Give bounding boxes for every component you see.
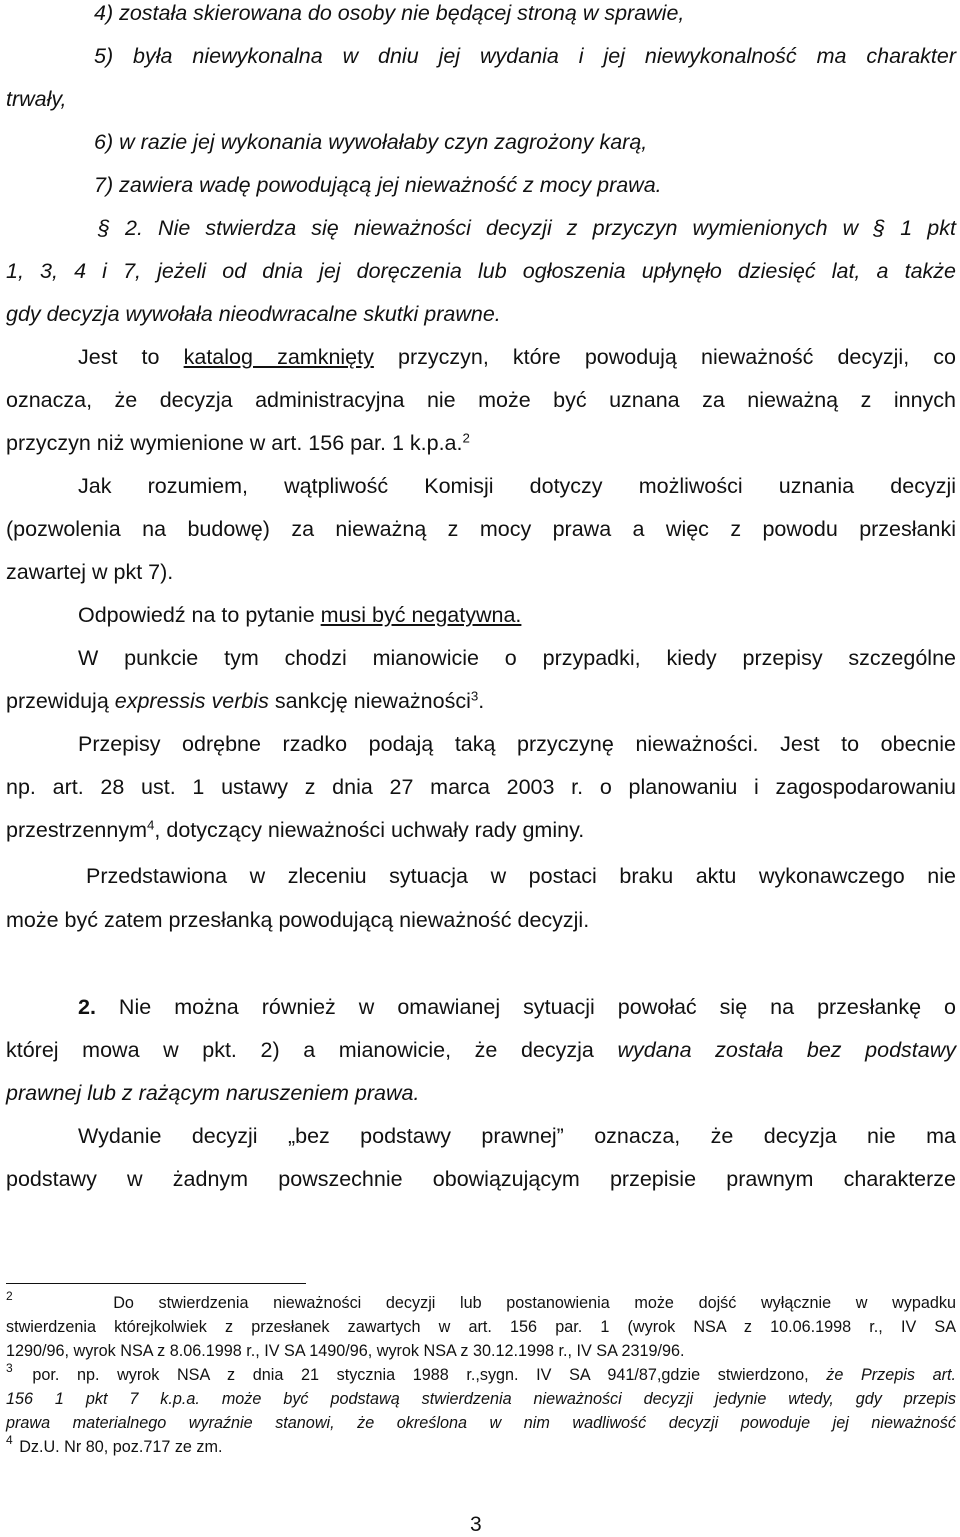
p7-number: 2. xyxy=(78,995,96,1019)
list-item-4: 4) została skierowana do osoby nie będącej stroną w sprawie, xyxy=(94,1,685,25)
paragraph-2-line-3: zawartej w pkt 7). xyxy=(6,560,174,584)
p1-underlined: katalog zamknięty xyxy=(183,345,374,369)
paragraph-5-line-1: Przepisy odrębne rzadko podają taką przyczynę nieważności. Jest to obecnie xyxy=(78,732,956,756)
p7-text-b: której mowa w pkt. 2) a mianowicie, że decyzja xyxy=(6,1038,618,1062)
paragraph-1-line-2: oznacza, że decyzja administracyjna nie może być uznana za nieważną z innych xyxy=(6,388,956,412)
section-sign-icon: § xyxy=(873,216,886,240)
paragraph-3 xyxy=(78,603,521,628)
p1-text-a: Jest to xyxy=(78,345,184,369)
p4-text-a: przewidują xyxy=(6,689,115,713)
p1-text-b: przyczyn, które powodują nieważność decyzji, co xyxy=(373,345,957,369)
footnote-ref-2[interactable]: 2 xyxy=(462,430,470,446)
list-item-6: 6) w razie jej wykonania wywołałaby czyn zagrożony karą, xyxy=(94,130,648,154)
paragraph-8-line-1: Wydanie decyzji „bez podstawy prawnej” oznacza, że decyzja nie ma xyxy=(78,1124,956,1148)
section-sign-icon: § xyxy=(98,216,110,240)
paragraph-8-line-2: podstawy w żadnym powszechnie obowiązującym przepisie prawnym charakterze xyxy=(6,1167,956,1191)
paragraph-7-line-2 xyxy=(6,1038,956,1063)
footnote-3-text-a: por. np. wyrok NSA z dnia 21 stycznia 1988 r.,sygn. IV SA 941/87,gdzie stwierdzono, xyxy=(32,1366,827,1384)
footnote-2-line-3: 1290/96, wyrok NSA z 8.06.1998 r., IV SA 1490/96, wyrok NSA z 30.12.1998 r., IV SA 2319/96. xyxy=(6,1342,685,1360)
section-2-line-2: 1, 3, 4 i 7, jeżeli od dnia jej doręczenia lub ogłoszenia upłynęło dziesięć lat, a także xyxy=(6,259,956,283)
p5-text-a: przestrzennym xyxy=(6,818,147,842)
footnote-ref-3[interactable]: 3 xyxy=(470,688,479,704)
paragraph-6-line-2: może być zatem przesłanką powodującą nieważność decyzji. xyxy=(6,908,590,932)
p4-text-c: . xyxy=(478,689,485,713)
paragraph-4-line-1: W punkcie tym chodzi mianowicie o przypadki, kiedy przepisy szczególne xyxy=(78,646,956,670)
p1-text-c: przyczyn niż wymienione w art. 156 par. 1 k.p.a. xyxy=(6,431,463,455)
page-number: 3 xyxy=(470,1513,482,1536)
footnote-2-line-1 xyxy=(6,1289,956,1313)
p3-text-a: Odpowiedź na to pytanie xyxy=(78,603,321,627)
footnote-divider xyxy=(6,1283,306,1284)
p3-underlined: musi być negatywna. xyxy=(320,603,522,627)
p4-text-b: sankcję nieważności xyxy=(268,689,471,713)
footnote-3-mark: 3 xyxy=(6,1361,13,1375)
footnote-3-line-2: 156 1 pkt 7 k.p.a. może być podstawą stwierdzenia nieważności decyzji jedynie wtedy, gdy przepis xyxy=(6,1390,956,1408)
footnote-4-mark: 4 xyxy=(6,1433,13,1447)
footnote-4-text: Dz.U. Nr 80, poz.717 ze zm. xyxy=(19,1438,223,1456)
footnote-3-line-1 xyxy=(6,1361,956,1385)
section-2-line-3: gdy decyzja wywołała nieodwracalne skutki prawne. xyxy=(6,302,501,326)
footnote-2-mark: 2 xyxy=(6,1289,13,1303)
paragraph-7-line-3: prawnej lub z rażącym naruszeniem prawa. xyxy=(6,1081,420,1105)
section-2-line-1 xyxy=(6,216,956,241)
section-2-text-b: 1 pkt xyxy=(885,216,956,240)
footnote-2-text-1: Do stwierdzenia nieważności decyzji lub postanowienia może dojść wyłącznie w wypadku xyxy=(113,1294,956,1312)
p7-italic-a: wydana została bez podstawy xyxy=(617,1038,956,1062)
paragraph-7-line-1 xyxy=(6,995,956,1020)
paragraph-1-line-1 xyxy=(6,345,956,370)
footnote-4 xyxy=(6,1433,223,1457)
paragraph-2-line-2: (pozwolenia na budowę) za nieważną z mocy prawa a więc z powodu przesłanki xyxy=(6,517,956,541)
p4-italic: expressis verbis xyxy=(114,689,269,713)
p5-text-b: , dotyczący nieważności uchwały rady gminy. xyxy=(154,818,585,842)
list-item-5: 5) była niewykonalna w dniu jej wydania i jej niewykonalność ma charakter xyxy=(94,44,956,68)
list-item-7: 7) zawiera wadę powodującą jej nieważność z mocy prawa. xyxy=(94,173,662,197)
paragraph-5-line-3 xyxy=(6,818,584,843)
paragraph-2-line-1: Jak rozumiem, wątpliwość Komisji dotyczy możliwości uznania decyzji xyxy=(78,474,956,498)
p7-text-a: Nie można również w omawianej sytuacji powołać się na przesłankę o xyxy=(95,995,956,1019)
paragraph-1-line-3 xyxy=(6,431,470,456)
paragraph-4-line-2 xyxy=(6,689,484,714)
list-item-5-continued: trwały, xyxy=(6,87,67,111)
section-2-text-a: 2. Nie stwierdza się nieważności decyzji z przyczyn wymienionych w xyxy=(109,216,874,240)
footnote-ref-4[interactable]: 4 xyxy=(147,817,155,833)
footnote-2-line-2: stwierdzenia którejkolwiek z przesłanek zawartych w art. 156 par. 1 (wyrok NSA z 10.06.1998 r., IV SA xyxy=(6,1318,956,1336)
paragraph-5-line-2: np. art. 28 ust. 1 ustawy z dnia 27 marca 2003 r. o planowaniu i zagospodarowaniu xyxy=(6,775,956,799)
footnote-3-italic: że Przepis art. xyxy=(826,1366,956,1384)
paragraph-6-line-1: Przedstawiona w zleceniu sytuacja w postaci braku aktu wykonawczego nie xyxy=(86,864,956,888)
footnote-3-line-3: prawa materialnego wyraźnie stanowi, że określona w nim wadliwość decyzji powoduje jej nieważność xyxy=(6,1414,956,1432)
